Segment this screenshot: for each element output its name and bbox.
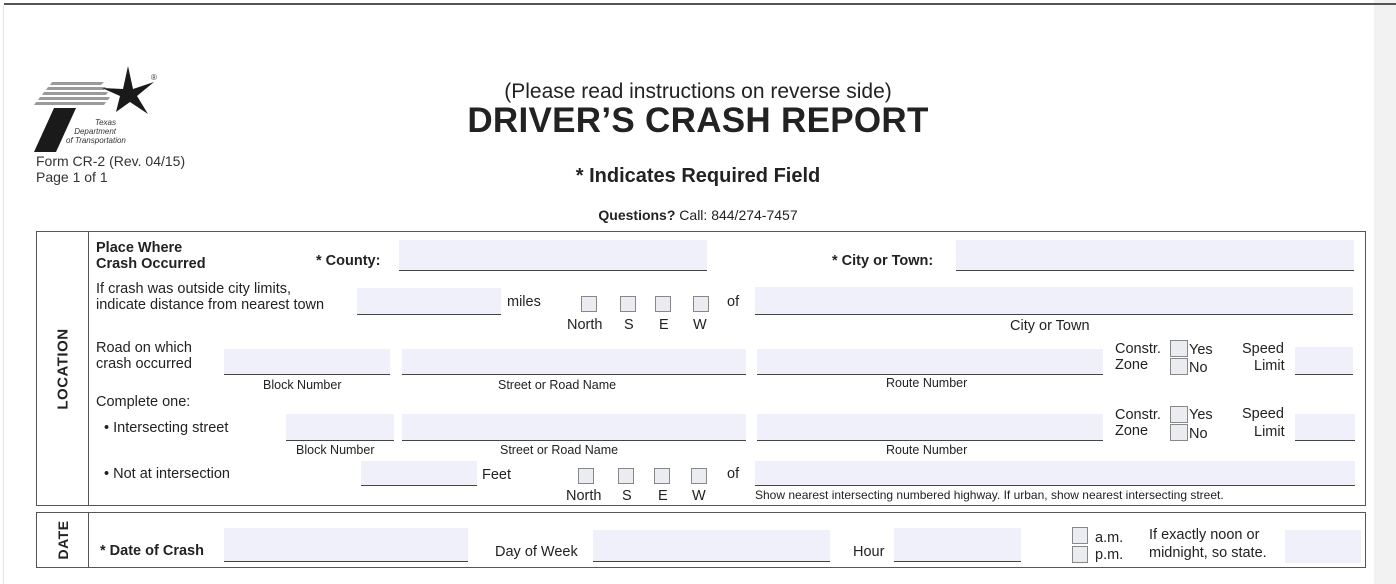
- pm-checkbox[interactable]: [1072, 546, 1088, 563]
- noon-midnight-input[interactable]: [1285, 530, 1361, 563]
- constr-yes-label-2: Yes: [1189, 407, 1213, 423]
- limit-label-2: Limit: [1254, 424, 1285, 440]
- date-label-column: [37, 513, 89, 567]
- outside-city-label-2: indicate distance from nearest town: [96, 297, 325, 313]
- direction-east-checkbox[interactable]: [655, 296, 671, 312]
- page-title: DRIVER’S CRASH REPORT: [467, 101, 929, 140]
- not-at-intersection-label: • Not at intersection: [104, 466, 230, 482]
- road-block-number-field[interactable]: [224, 349, 390, 375]
- road-block-number-caption: Block Number: [263, 378, 342, 392]
- limit-label-1: Limit: [1254, 358, 1285, 374]
- day-of-week-input[interactable]: [593, 530, 830, 561]
- city-field[interactable]: [956, 240, 1354, 271]
- intersect-street-name-input[interactable]: [402, 414, 746, 440]
- intersect-street-caption: Street or Road Name: [500, 443, 619, 457]
- feet-north-checkbox[interactable]: [578, 468, 594, 484]
- zone-label-1: Zone: [1115, 357, 1149, 373]
- questions-phone: Call: 844/274-7457: [675, 207, 798, 223]
- noon-note-line-2: midnight, so state.: [1149, 545, 1267, 561]
- constr-yes-label-1: Yes: [1189, 342, 1213, 358]
- zone-label-2: Zone: [1115, 423, 1149, 439]
- county-label: * County:: [316, 253, 381, 269]
- road-street-caption: Street or Road Name: [498, 378, 617, 392]
- feet-label: Feet: [482, 467, 512, 483]
- hour-input[interactable]: [894, 528, 1021, 561]
- road-street-name-input[interactable]: [402, 349, 746, 374]
- road-route-number-field[interactable]: [757, 349, 1103, 375]
- road-street-name-field[interactable]: [402, 349, 746, 375]
- constr-zone-yes-checkbox-2[interactable]: [1170, 406, 1188, 423]
- intersect-block-number-input[interactable]: [286, 414, 394, 440]
- day-of-week-label: Day of Week: [495, 544, 578, 560]
- questions-label: Questions?: [598, 207, 676, 223]
- feet-south-checkbox[interactable]: [618, 468, 634, 484]
- instructions-note: (Please read instructions on reverse side): [504, 80, 892, 103]
- date-of-crash-input[interactable]: [224, 528, 468, 561]
- logo-text-department: Department: [74, 127, 116, 136]
- intersect-route-number-input[interactable]: [757, 414, 1103, 440]
- feet-west-label: W: [692, 488, 706, 504]
- place-where-label-1: Place Where: [96, 240, 183, 256]
- constr-label-1: Constr.: [1115, 341, 1161, 357]
- nearest-highway-field[interactable]: [755, 461, 1355, 486]
- hour-label: Hour: [853, 544, 885, 560]
- miles-input[interactable]: [357, 288, 501, 314]
- intersect-street-name-field[interactable]: [402, 414, 746, 441]
- direction-south-checkbox[interactable]: [620, 296, 636, 312]
- intersect-route-number-field[interactable]: [757, 414, 1103, 441]
- page-indicator: Page 1 of 1: [36, 169, 108, 185]
- location-section-label: LOCATION: [54, 327, 71, 410]
- day-of-week-field[interactable]: [593, 530, 830, 562]
- svg-text:®: ®: [151, 73, 157, 82]
- intersect-route-caption: Route Number: [886, 443, 968, 457]
- am-checkbox[interactable]: [1072, 527, 1088, 544]
- required-field-note: * Indicates Required Field: [575, 165, 821, 187]
- road-route-number-input[interactable]: [757, 349, 1103, 374]
- logo-text-transportation: of Transportation: [66, 136, 126, 145]
- noon-note-line-1: If exactly noon or: [1149, 527, 1260, 543]
- speed-label-2: Speed: [1242, 406, 1284, 422]
- intersect-block-number-field[interactable]: [286, 414, 394, 441]
- road-label-2: crash occurred: [96, 356, 192, 372]
- constr-zone-yes-checkbox-1[interactable]: [1170, 340, 1188, 357]
- nearest-highway-input[interactable]: [755, 461, 1355, 485]
- logo-text-texas: Texas: [94, 118, 116, 127]
- speed-limit-input-2[interactable]: [1295, 414, 1355, 440]
- county-field[interactable]: [399, 240, 707, 271]
- road-label-1: Road on which: [96, 340, 192, 356]
- direction-west-checkbox[interactable]: [693, 296, 709, 312]
- nearest-town-input[interactable]: [755, 287, 1353, 314]
- hour-field[interactable]: [894, 528, 1021, 562]
- constr-label-2: Constr.: [1115, 407, 1161, 423]
- constr-no-label-1: No: [1189, 360, 1208, 376]
- feet-south-label: S: [622, 488, 632, 504]
- feet-of-label: of: [727, 466, 740, 482]
- am-label: a.m.: [1095, 530, 1124, 546]
- location-label-column: [37, 232, 89, 505]
- county-input[interactable]: [399, 240, 707, 270]
- direction-north-label: North: [567, 317, 603, 333]
- direction-north-checkbox[interactable]: [581, 296, 597, 312]
- pm-label: p.m.: [1095, 547, 1124, 563]
- intersect-block-number-caption: Block Number: [296, 443, 375, 457]
- city-input[interactable]: [956, 240, 1354, 270]
- feet-east-label: E: [658, 488, 668, 504]
- questions-line: [0, 207, 1396, 223]
- speed-limit-field-2[interactable]: [1295, 414, 1355, 441]
- feet-east-checkbox[interactable]: [654, 468, 670, 484]
- date-of-crash-field[interactable]: [224, 528, 468, 562]
- complete-one-label: Complete one:: [96, 394, 191, 410]
- city-label: * City or Town:: [832, 253, 934, 269]
- speed-limit-field-1[interactable]: [1295, 347, 1353, 375]
- city-or-town-caption: City or Town: [1010, 318, 1090, 334]
- constr-zone-no-checkbox-1[interactable]: [1170, 358, 1188, 375]
- direction-west-label: W: [693, 317, 707, 333]
- noon-midnight-field[interactable]: [1285, 530, 1361, 563]
- direction-south-label: S: [624, 317, 634, 333]
- outside-city-label-1: If crash was outside city limits,: [96, 281, 291, 297]
- date-section-label: DATE: [54, 520, 71, 560]
- of-label: of: [727, 294, 740, 310]
- speed-label-1: Speed: [1242, 341, 1284, 357]
- constr-zone-no-checkbox-2[interactable]: [1170, 424, 1188, 441]
- feet-north-label: North: [566, 488, 602, 504]
- direction-east-label: E: [659, 317, 669, 333]
- feet-west-checkbox[interactable]: [691, 468, 707, 484]
- miles-label: miles: [507, 294, 541, 310]
- nearest-highway-caption: Show nearest intersecting numbered highway. If urban, show nearest intersecting street.: [755, 488, 1224, 502]
- intersecting-street-label: • Intersecting street: [104, 420, 229, 436]
- top-divider: [4, 3, 1396, 5]
- feet-input[interactable]: [361, 461, 477, 485]
- place-where-label-2: Crash Occurred: [96, 256, 206, 272]
- feet-field[interactable]: [361, 461, 477, 486]
- road-route-caption: Route Number: [886, 376, 968, 390]
- date-of-crash-label: * Date of Crash: [100, 543, 204, 559]
- road-block-number-input[interactable]: [224, 349, 390, 374]
- constr-no-label-2: No: [1189, 426, 1208, 442]
- form-number: Form CR-2 (Rev. 04/15): [36, 153, 186, 169]
- nearest-town-field[interactable]: [755, 287, 1353, 315]
- miles-field[interactable]: [357, 288, 501, 315]
- speed-limit-input-1[interactable]: [1295, 347, 1353, 374]
